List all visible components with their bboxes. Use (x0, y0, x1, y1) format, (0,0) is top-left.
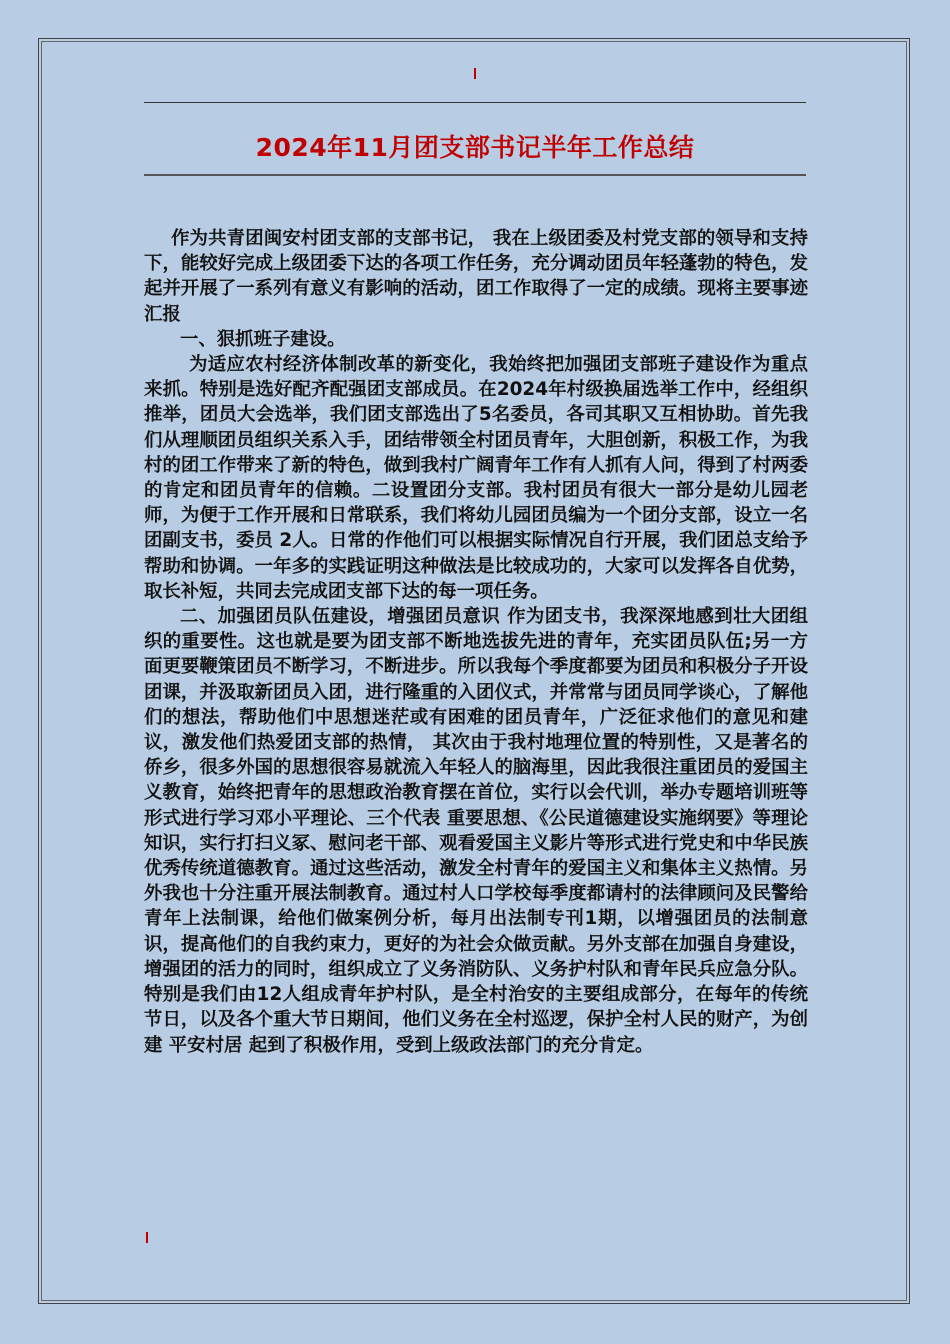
document-body (144, 226, 808, 1058)
header-cursor-mark (474, 68, 476, 79)
section-1-paragraph: 为适应农村经济体制改革的新变化，我始终把加强团支部班子建设作为重点来抓。特别是选好配齐配强团支部成员。在2024年村级换届选举工作中，经组织推举，团员大会选举，我们团支部选出了5名委员，各司其职又互相协助。首先我们从理顺团员组织关系入手，团结带领全村团员青年，大胆创新，积极工作，为我村的团工作带来了新的特色，做到我村广阔青年工作有人抓有人问，得到了村两委的肯定和团员青年的信赖。二设置团分支部。我村团员有很大一部分是幼儿园老师，为便于工作开展和日常联系，我们将幼儿园团员编为一个团分支部，设立一名团副支书，委员 2人。日常的作他们可以根据实际情况自行开展，我们团总支给予帮助和协调。一年多的实践证明这种做法是比较成功的，大家可以发挥各自优势，取长补短，共同去完成团支部下达的每一项任务。 (144, 354, 808, 602)
title-top-rule (144, 102, 806, 103)
footer-cursor-mark (146, 1232, 148, 1243)
document-title: 2024年11月团支部书记半年工作总结 (255, 133, 695, 162)
title-bottom-rule (144, 174, 806, 176)
section-heading-1: 一、狠抓班子建设。 (180, 328, 346, 350)
intro-paragraph: 作为共青团闽安村团支部的支部书记， 我在上级团委及村党支部的领导和支持下，能较好完成上级团委下达的各项工作任务，充分调动团员年轻蓬勃的特色，发起并开展了一系列有意义有影响的活动，团工作取得了一定的成绩。现将主要事迹汇报 (144, 228, 808, 325)
section-2-paragraph: 二、加强团员队伍建设，增强团员意识 作为团支书，我深深地感到壮大团组织的重要性。这也就是要为团支部不断地选拔先进的青年，充实团员队伍;另一方面更要鞭策团员不断学习，不断进步。所以我每个季度都要为团员和积极分子开设团课，并汲取新团员入团，进行隆重的入团仪式，并常常与团员同学谈心，了解他们的想法，帮助他们中思想迷茫或有困难的团员青年，广泛征求他们的意见和建议，激发他们热爱团支部的热情， 其次由于我村地理位置的特别性，又是著名的侨乡，很多外国的思想很容易就流入年轻人的脑海里，因此我很注重团员的爱国主义教育，始终把青年的思想政治教育摆在首位，实行以会代训，举办专题培训班等形式进行学习邓小平理论、三个代表 重要思想、《公民道德建设实施纲要》等理论知识，实行打扫义冢、慰问老干部、观看爱国主义影片等形式进行党史和中华民族优秀传统道德教育。通过这些活动，激发全村青年的爱国主义和集体主义热情。另外我也十分注重开展法制教育。通过村人口学校每季度都请村的法律顾问及民警给青年上法制课，给他们做案例分析，每月出法制专刊1期，以增强团员的法制意识，提高他们的自我约束力，更好的为社会众做贡献。另外支部在加强自身建设，增强团的活力的同时，组织成立了义务消防队、义务护村队和青年民兵应急分队。特别是我们由12人组成青年护村队，是全村治安的主要组成部分，在每年的传统节日，以及各个重大节日期间，他们义务在全村巡逻，保护全村人民的财产，为创建 平安村居 起到了积极作用，受到上级政法部门的充分肯定。 (144, 606, 808, 1056)
